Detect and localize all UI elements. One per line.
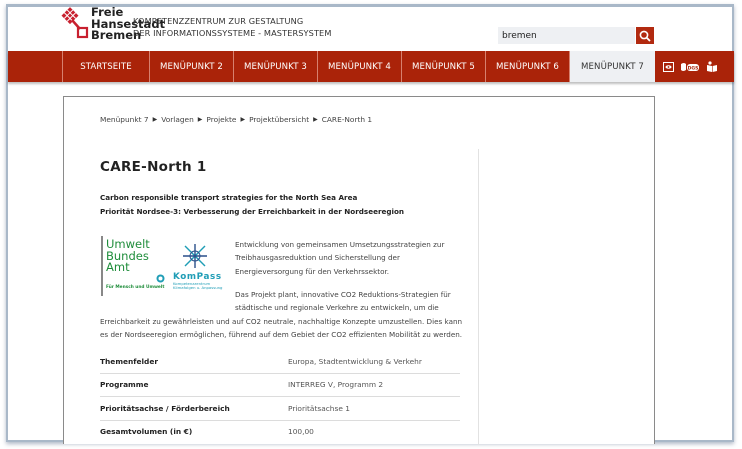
nav-item-menupunkt-2[interactable]: MENÜPUNKT 2 xyxy=(150,51,234,82)
kompass-sub-line: Kompetenzzentrum xyxy=(173,281,211,286)
breadcrumb-item[interactable]: Projekte xyxy=(206,115,237,124)
site-title-line: KOMPETENZZENTRUM ZUR GESTALTUNG xyxy=(133,16,304,26)
uba-tagline: Für Mensch und Umwelt xyxy=(106,285,165,290)
subtitle-line: Priorität Nordsee-3: Verbesserung der Erreichbarkeit in der Nordseeregion xyxy=(100,207,405,216)
breadcrumb-item[interactable]: Menüpunkt 7 xyxy=(100,115,149,124)
uba-line: Amt xyxy=(106,260,130,274)
main-navigation xyxy=(8,51,734,82)
nav-spacer xyxy=(8,51,63,82)
partner-logo xyxy=(101,236,228,296)
search-input[interactable] xyxy=(498,27,635,44)
breadcrumb-item[interactable]: Projektübersicht xyxy=(249,115,310,124)
uba-line: Umwelt xyxy=(106,237,150,251)
breadcrumb xyxy=(100,115,372,124)
uba-line: Bundes xyxy=(106,248,149,263)
kompass-sub-line: Klimafolgen u. Anpassung xyxy=(173,285,223,291)
table-row xyxy=(100,420,460,443)
table-row xyxy=(100,397,460,421)
nav-item-menupunkt-5[interactable]: MENÜPUNKT 5 xyxy=(402,51,486,82)
uba-logo-text xyxy=(106,239,150,274)
breadcrumb-separator-icon: ▶ xyxy=(240,116,246,123)
fact-key: Gesamtvolumen (in €) xyxy=(100,427,193,437)
logo-line: Hansestadt xyxy=(91,16,166,31)
breadcrumb-separator-icon: ▶ xyxy=(152,116,158,123)
table-row xyxy=(100,373,460,397)
breadcrumb-item[interactable]: Vorlagen xyxy=(161,115,194,124)
nav-item-menupunkt-4[interactable]: MENÜPUNKT 4 xyxy=(318,51,402,82)
sidebar-divider xyxy=(478,149,479,445)
fact-value: Prioritätsachse 1 xyxy=(288,397,460,421)
fact-value: Europa, Stadtentwicklung & Verkehr xyxy=(288,350,460,373)
fact-key: Programme xyxy=(100,373,288,397)
content-card xyxy=(63,96,655,444)
site-title xyxy=(133,15,332,39)
logo-line: Freie xyxy=(91,5,124,19)
body-lead: Das Projekt plant, innovative CO2 Reduktions-Strategien für städtische und regionale Verkehre zu entwickeln, um die xyxy=(235,290,451,313)
fact-value: 100,00 xyxy=(288,427,314,437)
subtitle-line: Carbon responsible transport strategies for the North Sea Area xyxy=(100,193,358,202)
intro-text: Entwicklung von gemeinsamen Umsetzungsstrategien zur Treibhausgasreduktion und Sicherstellung der Energieversorgung für den Verkehrssektor. xyxy=(235,240,445,276)
site-title-line: DER INFORMATIONSSYSTEME - MASTERSYSTEM xyxy=(133,28,332,38)
breadcrumb-separator-icon: ▶ xyxy=(197,116,203,123)
breadcrumb-separator-icon: ▶ xyxy=(313,116,318,123)
search-button[interactable] xyxy=(636,27,654,44)
read-aloud-icon[interactable] xyxy=(663,62,674,72)
nav-item-menupunkt-6[interactable]: MENÜPUNKT 6 xyxy=(486,51,570,82)
project-facts-table xyxy=(100,350,460,443)
bremen-key-icon xyxy=(60,7,90,41)
uba-emblem-icon xyxy=(156,274,165,283)
sign-badge-text: DGS xyxy=(687,66,699,71)
page-subtitle xyxy=(100,191,404,219)
breadcrumb-current: CARE-North 1 xyxy=(321,115,373,124)
page-title: CARE-North 1 xyxy=(100,159,207,175)
sign-language-icon[interactable] xyxy=(680,62,700,72)
easy-language-icon[interactable] xyxy=(706,61,718,72)
body-rest: Erreichbarkeit zu gewährleisten und auf CO2 neutrale, nachhaltige Konzepte umzustellen. Dies kann es der Nordseeregion ermöglichen, führend auf dem Gebiet der CO2 effizienten Mobilität zu werden. xyxy=(100,316,463,340)
accessibility-icons xyxy=(655,51,718,82)
kompass-logo-text: KomPass xyxy=(173,272,222,282)
compass-rose-icon xyxy=(181,242,209,270)
nav-item-startseite[interactable]: STARTSEITE xyxy=(63,51,150,82)
nav-item-menupunkt-3[interactable]: MENÜPUNKT 3 xyxy=(234,51,318,82)
table-row xyxy=(100,350,460,373)
nav-item-menupunkt-7[interactable]: MENÜPUNKT 7 xyxy=(570,51,655,82)
fact-value: INTERREG V, Programm 2 xyxy=(288,373,460,397)
fact-key: Themenfelder xyxy=(100,350,288,373)
fact-key: Prioritätsachse / Förderbereich xyxy=(100,397,288,421)
logo-line: Bremen xyxy=(91,28,142,42)
search-icon xyxy=(639,30,651,42)
